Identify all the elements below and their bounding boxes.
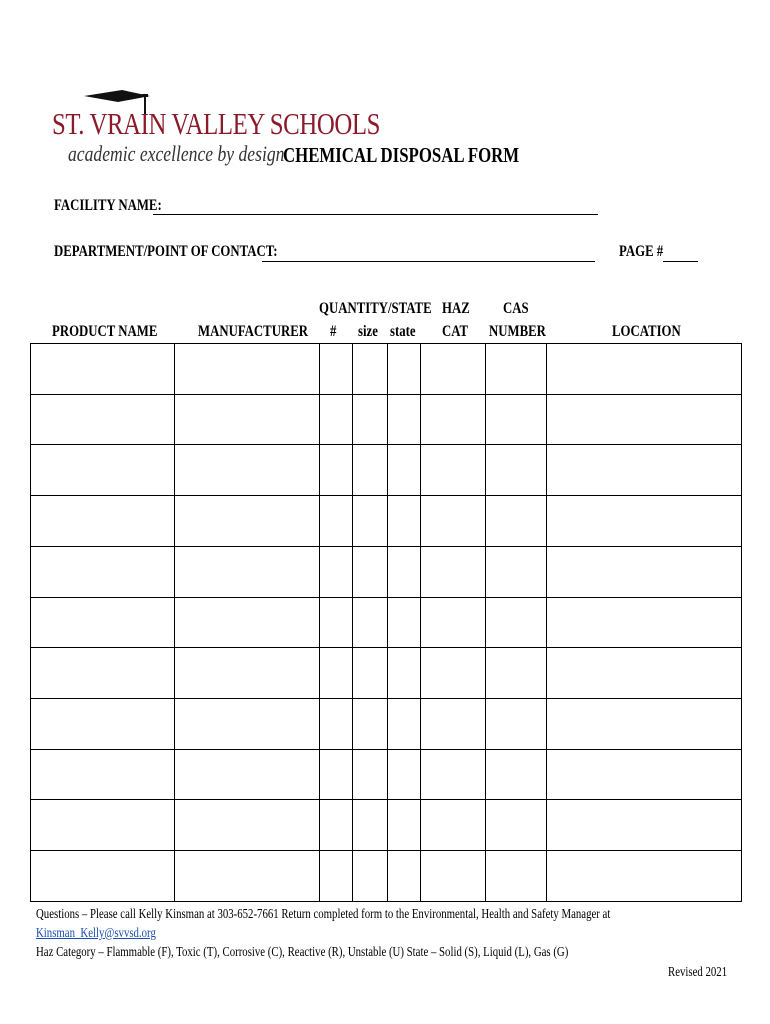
cell-qty-state[interactable]	[388, 546, 421, 597]
cell-location[interactable]	[547, 597, 742, 648]
cell-cas-number[interactable]	[486, 344, 547, 395]
questions-note: Questions – Please call Kelly Kinsman at 303-652-7661 Return completed form to the Environmental, Health and Safety Manager at	[36, 906, 611, 921]
form-title: CHEMICAL DISPOSAL FORM	[283, 143, 520, 167]
cell-haz-cat[interactable]	[421, 546, 486, 597]
haz-category-legend: Haz Category – Flammable (F), Toxic (T), Corrosive (C), Reactive (R), Unstable (U) State – Solid (S), Liquid (L), Gas (G)	[36, 944, 569, 959]
cell-haz-cat[interactable]	[421, 699, 486, 750]
cell-qty-state[interactable]	[388, 394, 421, 445]
cell-haz-cat[interactable]	[421, 597, 486, 648]
cell-qty-size[interactable]	[353, 699, 388, 750]
cell-location[interactable]	[547, 749, 742, 800]
cell-manufacturer[interactable]	[175, 344, 320, 395]
cell-qty-number[interactable]	[320, 445, 353, 496]
cell-product-name[interactable]	[31, 648, 175, 699]
cell-qty-number[interactable]	[320, 699, 353, 750]
cell-qty-state[interactable]	[388, 445, 421, 496]
cell-qty-size[interactable]	[353, 800, 388, 851]
cell-location[interactable]	[547, 648, 742, 699]
header-qty-state: state	[390, 323, 416, 340]
cell-product-name[interactable]	[31, 699, 175, 750]
revision-note: Revised 2021	[668, 964, 728, 979]
cell-haz-cat[interactable]	[421, 749, 486, 800]
cell-location[interactable]	[547, 496, 742, 547]
cell-qty-number[interactable]	[320, 851, 353, 902]
table-row	[31, 344, 742, 395]
logo-tagline: academic excellence by design	[68, 141, 285, 166]
facility-name-field[interactable]	[153, 214, 598, 215]
cell-manufacturer[interactable]	[175, 597, 320, 648]
cell-qty-state[interactable]	[388, 851, 421, 902]
header-location: LOCATION	[612, 323, 681, 340]
cell-location[interactable]	[547, 394, 742, 445]
cell-qty-state[interactable]	[388, 496, 421, 547]
facility-name-label: FACILITY NAME:	[54, 197, 162, 214]
cell-qty-number[interactable]	[320, 496, 353, 547]
cell-qty-number[interactable]	[320, 546, 353, 597]
cell-location[interactable]	[547, 800, 742, 851]
table-row	[31, 445, 742, 496]
contact-email-link[interactable]: Kinsman_Kelly@svvsd.org	[36, 925, 156, 940]
district-logo	[52, 88, 380, 174]
header-cas-line1: CAS	[503, 300, 529, 317]
cell-qty-size[interactable]	[353, 851, 388, 902]
cell-cas-number[interactable]	[486, 800, 547, 851]
cell-product-name[interactable]	[31, 344, 175, 395]
table-row	[31, 749, 742, 800]
cell-product-name[interactable]	[31, 496, 175, 547]
cell-qty-size[interactable]	[353, 749, 388, 800]
logo-wordmark: ST. VRAIN VALLEY SCHOOLS	[52, 106, 380, 141]
table-row	[31, 851, 742, 902]
cell-cas-number[interactable]	[486, 445, 547, 496]
cell-qty-number[interactable]	[320, 800, 353, 851]
cell-cas-number[interactable]	[486, 394, 547, 445]
table-row	[31, 546, 742, 597]
cell-cas-number[interactable]	[486, 851, 547, 902]
cell-qty-size[interactable]	[353, 394, 388, 445]
cell-product-name[interactable]	[31, 546, 175, 597]
table-row	[31, 597, 742, 648]
cell-qty-state[interactable]	[388, 800, 421, 851]
cell-qty-state[interactable]	[388, 344, 421, 395]
cell-manufacturer[interactable]	[175, 800, 320, 851]
cell-qty-size[interactable]	[353, 496, 388, 547]
cell-product-name[interactable]	[31, 800, 175, 851]
cell-manufacturer[interactable]	[175, 648, 320, 699]
cell-haz-cat[interactable]	[421, 394, 486, 445]
cell-haz-cat[interactable]	[421, 344, 486, 395]
cell-cas-number[interactable]	[486, 648, 547, 699]
cell-qty-size[interactable]	[353, 344, 388, 395]
cell-cas-number[interactable]	[486, 749, 547, 800]
cell-product-name[interactable]	[31, 851, 175, 902]
cell-qty-number[interactable]	[320, 394, 353, 445]
cell-manufacturer[interactable]	[175, 699, 320, 750]
header-haz-line1: HAZ	[442, 300, 470, 317]
cell-cas-number[interactable]	[486, 546, 547, 597]
disposal-table	[30, 343, 741, 902]
table-row	[31, 496, 742, 547]
table-row	[31, 394, 742, 445]
table-row	[31, 800, 742, 851]
cell-qty-state[interactable]	[388, 749, 421, 800]
cell-haz-cat[interactable]	[421, 445, 486, 496]
cell-location[interactable]	[547, 546, 742, 597]
cell-manufacturer[interactable]	[175, 546, 320, 597]
cell-cas-number[interactable]	[486, 699, 547, 750]
table-row	[31, 648, 742, 699]
cell-haz-cat[interactable]	[421, 648, 486, 699]
cell-cas-number[interactable]	[486, 496, 547, 547]
cell-manufacturer[interactable]	[175, 749, 320, 800]
cell-qty-size[interactable]	[353, 597, 388, 648]
cell-product-name[interactable]	[31, 445, 175, 496]
cell-haz-cat[interactable]	[421, 496, 486, 547]
cell-qty-size[interactable]	[353, 546, 388, 597]
cell-location[interactable]	[547, 699, 742, 750]
cell-qty-number[interactable]	[320, 648, 353, 699]
cell-qty-state[interactable]	[388, 648, 421, 699]
cell-manufacturer[interactable]	[175, 445, 320, 496]
cell-manufacturer[interactable]	[175, 496, 320, 547]
cell-location[interactable]	[547, 445, 742, 496]
header-quantity-state: QUANTITY/STATE	[319, 300, 432, 317]
cell-haz-cat[interactable]	[421, 800, 486, 851]
cell-qty-number[interactable]	[320, 344, 353, 395]
cell-location[interactable]	[547, 851, 742, 902]
cell-cas-number[interactable]	[486, 597, 547, 648]
cell-qty-number[interactable]	[320, 597, 353, 648]
cell-qty-size[interactable]	[353, 648, 388, 699]
cell-product-name[interactable]	[31, 394, 175, 445]
cell-location[interactable]	[547, 344, 742, 395]
cell-haz-cat[interactable]	[421, 851, 486, 902]
cell-manufacturer[interactable]	[175, 851, 320, 902]
header-product-name: PRODUCT NAME	[52, 323, 158, 340]
header-qty-size: size	[358, 323, 378, 340]
header-cas-line2: NUMBER	[489, 323, 546, 340]
cell-qty-number[interactable]	[320, 749, 353, 800]
cell-qty-state[interactable]	[388, 597, 421, 648]
department-contact-label: DEPARTMENT/POINT OF CONTACT:	[54, 243, 278, 260]
cell-product-name[interactable]	[31, 597, 175, 648]
page-number-field[interactable]	[663, 261, 698, 262]
department-contact-field[interactable]	[262, 261, 595, 262]
header-qty-number: #	[330, 323, 337, 340]
table-row	[31, 699, 742, 750]
cell-product-name[interactable]	[31, 749, 175, 800]
cell-qty-state[interactable]	[388, 699, 421, 750]
cell-manufacturer[interactable]	[175, 394, 320, 445]
header-manufacturer: MANUFACTURER	[198, 323, 308, 340]
page-number-label: PAGE #	[619, 243, 664, 260]
cell-qty-size[interactable]	[353, 445, 388, 496]
header-haz-line2: CAT	[442, 323, 469, 340]
